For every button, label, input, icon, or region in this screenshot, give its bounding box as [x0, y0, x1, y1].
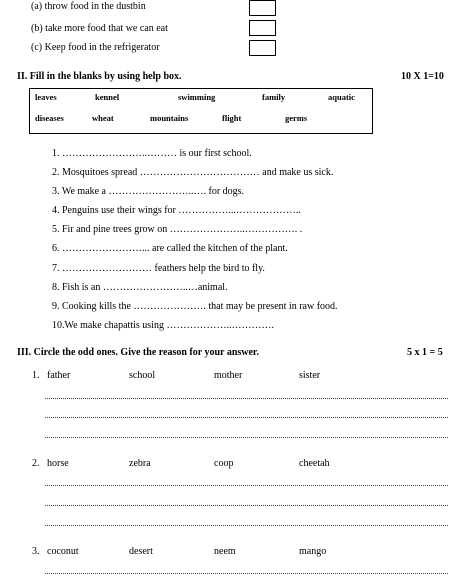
fill-blank-question	[52, 224, 302, 235]
question-text: ……………………..……… is our first school.	[62, 148, 252, 159]
odd-one-word[interactable]: coop	[214, 458, 234, 469]
fill-blank-question	[52, 301, 338, 312]
help-word: swimming	[178, 92, 216, 102]
odd-one-word[interactable]: coconut	[47, 546, 79, 557]
answer-box-c[interactable]	[249, 40, 276, 56]
odd-one-word[interactable]: mother	[214, 370, 243, 381]
odd-one-word[interactable]: father	[47, 370, 71, 381]
question-number: 3.	[52, 186, 60, 197]
section3-marks: 5 x 1 = 5	[407, 347, 443, 358]
question-number: 7.	[52, 263, 60, 274]
fill-blank-question	[52, 167, 333, 178]
fill-blank-question	[52, 263, 265, 274]
fill-blank-question	[52, 186, 244, 197]
fill-blank-question	[52, 148, 252, 159]
odd-one-number: 3.	[32, 546, 40, 557]
odd-one-word[interactable]: neem	[214, 546, 236, 557]
fill-blank-question	[52, 320, 274, 331]
section3-title: III. Circle the odd ones. Give the reason for your answer.	[17, 347, 259, 358]
odd-one-word[interactable]: zebra	[129, 458, 151, 469]
answer-line[interactable]	[45, 437, 448, 438]
question-number: 10.	[52, 320, 65, 331]
fill-blank-question	[52, 243, 288, 254]
odd-one-number: 1.	[32, 370, 40, 381]
help-word: germs	[285, 113, 308, 123]
question-number: 6.	[52, 243, 60, 254]
odd-one-word[interactable]: desert	[129, 546, 153, 557]
question-number: 1.	[52, 148, 60, 159]
answer-line[interactable]	[45, 417, 448, 418]
question-text: We make a ……………………..…. for dogs.	[61, 186, 245, 197]
answer-box-b[interactable]	[249, 20, 276, 36]
question-text: ……………………... are called the kitchen of the plant.	[62, 243, 288, 254]
help-word: diseases	[35, 113, 64, 123]
question-number: 5.	[52, 224, 60, 235]
answer-line[interactable]	[45, 485, 448, 486]
answer-line[interactable]	[45, 573, 448, 574]
question-number: 2.	[52, 167, 60, 178]
help-word: kennel	[95, 92, 120, 102]
answer-line[interactable]	[45, 398, 448, 399]
odd-one-word[interactable]: sister	[299, 370, 321, 381]
section2-marks: 10 X 1=10	[401, 71, 444, 82]
help-word: aquatic	[328, 92, 355, 102]
question-number: 4.	[52, 205, 60, 216]
fill-blank-question	[52, 282, 228, 293]
question-text: Mosquitoes spread ……………………………… and make us sick.	[62, 167, 334, 178]
help-word: leaves	[35, 92, 57, 102]
option-b: (b) take more food that we can eat	[31, 23, 168, 34]
help-word: flight	[222, 113, 242, 123]
question-text: Fir and pine trees grow on …………………..……………. .	[62, 224, 303, 235]
fill-blank-question	[52, 205, 301, 216]
question-text: ……………………… feathers help the bird to fly.	[62, 263, 265, 274]
answer-line[interactable]	[45, 525, 448, 526]
answer-box-a[interactable]	[249, 0, 276, 16]
question-text: Cooking kills the …………………. that may be present in raw food.	[62, 301, 338, 312]
section2-title: II. Fill in the blanks by using help box.	[17, 71, 182, 82]
question-text: Penguins use their wings for ……………...………………..	[62, 205, 301, 216]
question-text: Fish is an ……………………..…animal.	[62, 282, 228, 293]
odd-one-word[interactable]: horse	[47, 458, 69, 469]
help-box	[29, 88, 373, 134]
odd-one-word[interactable]: cheetah	[299, 458, 330, 469]
question-number: 8.	[52, 282, 60, 293]
option-c: (c) Keep food in the refrigerator	[31, 42, 160, 53]
help-word: family	[262, 92, 286, 102]
help-word: mountains	[150, 113, 189, 123]
answer-line[interactable]	[45, 505, 448, 506]
odd-one-word[interactable]: mango	[299, 546, 327, 557]
odd-one-word[interactable]: school	[129, 370, 156, 381]
option-a: (a) throw food in the dustbin	[31, 1, 146, 12]
question-text: We make chapattis using ………………..………….	[64, 320, 274, 331]
help-word: wheat	[92, 113, 114, 123]
question-number: 9.	[52, 301, 60, 312]
odd-one-number: 2.	[32, 458, 40, 469]
